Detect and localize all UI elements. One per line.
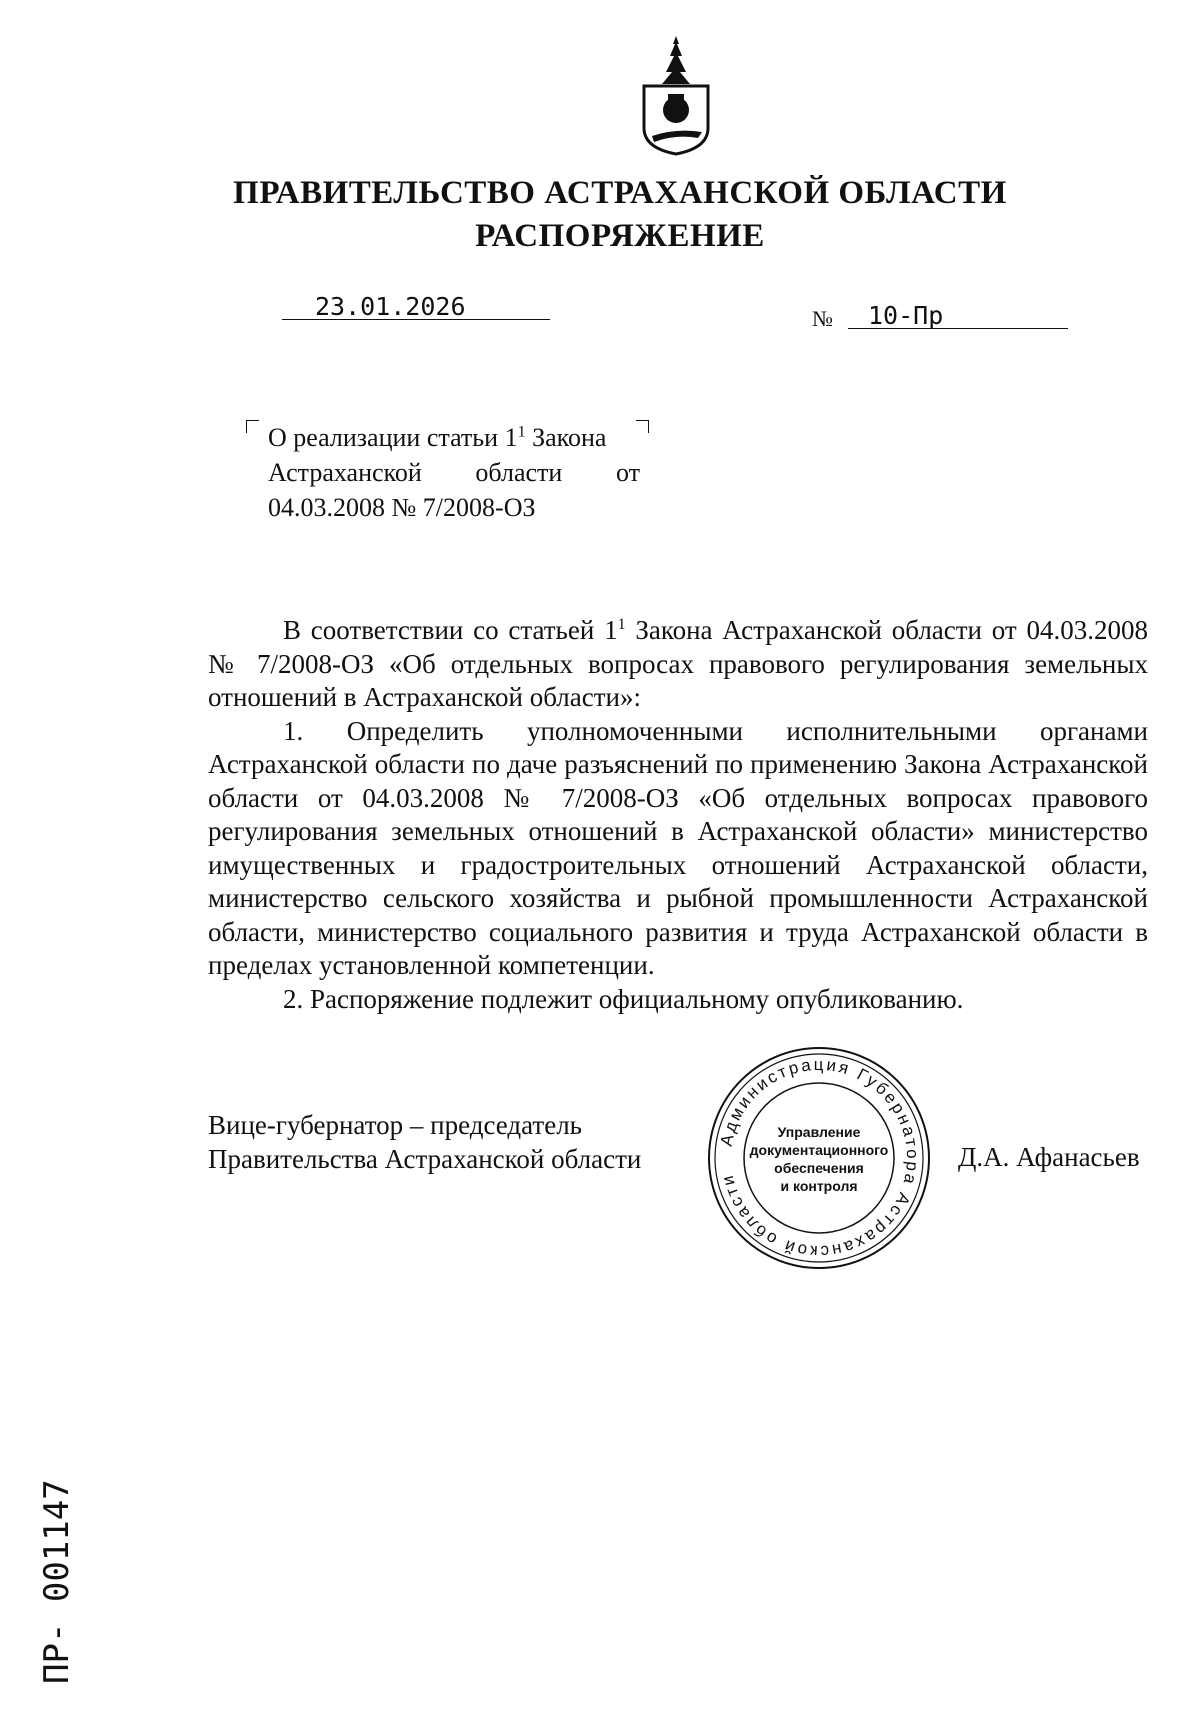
signer-title-line2: Правительства Астраханской области [208, 1144, 642, 1174]
coat-of-arms-emblem [640, 32, 712, 156]
item-1-paragraph: 1. Определить уполномоченными исполнительными органами Астраханской области по даче разъяснений по применению Закона Астраханской области от 04.03.2008 № 7/2008-ОЗ «Об отдельных вопросах правового регулирования земельных отношений в Астраханской области» министерство имущественных и градостроительных отношений Астраханской области, министерство сельского хозяйства и рыбной промышленности Астраханской области, министерство социального развития и труда Астраханской области в пределах установленной компетенции. [208, 715, 1148, 980]
stamp-center-line1: Управление [777, 1124, 861, 1140]
subject-line1-suffix: Закона [525, 423, 607, 452]
stamp-center-line4: и контроля [780, 1178, 858, 1194]
document-body [208, 614, 1148, 1016]
item-2-paragraph: 2. Распоряжение подлежит официальному опубликованию. [283, 983, 964, 1014]
document-date: 23.01.2026 [315, 292, 466, 321]
government-title: ПРАВИТЕЛЬСТВО АСТРАХАНСКОЙ ОБЛАСТИ [233, 175, 1007, 211]
intro-superscript: 1 [617, 616, 626, 633]
subject-line2-word1: Астраханской [268, 458, 422, 487]
subject-line3: 04.03.2008 № 7/2008-ОЗ [268, 493, 536, 522]
document-number: 10-Пр [868, 301, 944, 330]
number-underline [848, 328, 1068, 329]
subject-line1: О реализации статьи 1 [268, 423, 518, 452]
document-subject [268, 420, 640, 525]
registration-number-text: ПР- 001147 [37, 1479, 77, 1684]
stamp-center-line2: документационного [749, 1142, 889, 1158]
official-stamp [706, 1045, 932, 1271]
stamp-ring-text: Администрация Губернатора Астраханской области [716, 1054, 923, 1262]
document-type: РАСПОРЯЖЕНИЕ [475, 218, 765, 254]
intro-paragraph: В соответствии со статьей $1^1$ Закона Астраханской области от 04.03.2008 № 7/2008-ОЗ «Об отдельных вопросах правового регулирования земельных отношений в Астраханской области»: [208, 615, 1148, 712]
signer-title-line1: Вице-губернатор – председатель [208, 1110, 582, 1140]
subject-line2-word3: от [615, 458, 640, 487]
date-underline [282, 319, 550, 320]
signer-name: Д.А. Афанасьев [958, 1142, 1140, 1172]
signer-title [208, 1108, 641, 1176]
subject-bracket-left [246, 420, 259, 433]
stamp-center-line3: обеспечения [774, 1160, 864, 1176]
subject-superscript: 1 [517, 423, 526, 441]
number-sign: № [812, 306, 833, 331]
subject-line2-word2: области [475, 458, 563, 487]
registration-number [22, 1360, 82, 1690]
svg-text:Администрация Губернатора Астр [717, 1055, 922, 1261]
